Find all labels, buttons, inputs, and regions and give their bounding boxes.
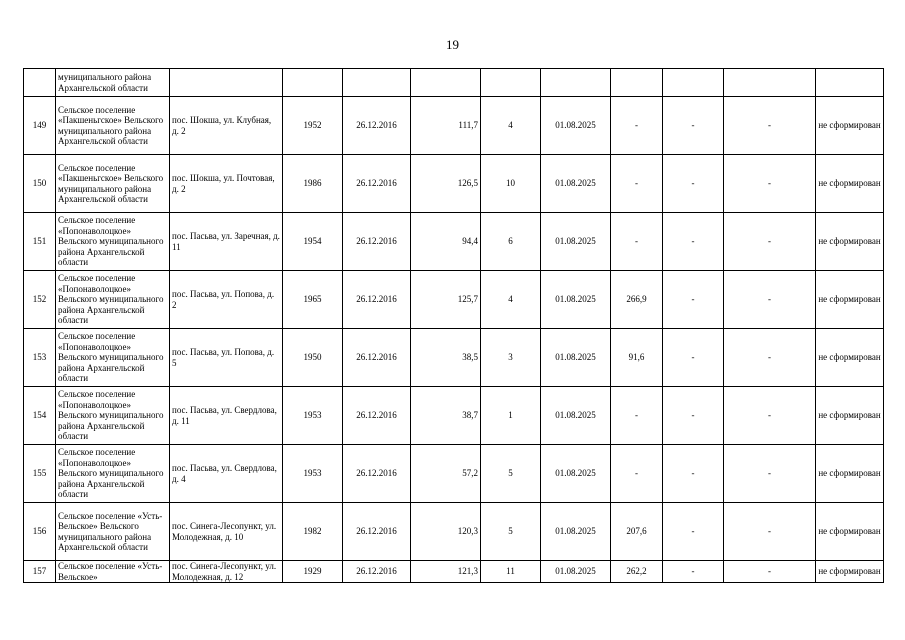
cell-date [343,69,411,97]
cell-extra1: - [663,271,724,329]
table-row [24,97,884,155]
cell-plan-date: 01.08.2025 [541,329,611,387]
cell-municipality: Сельское поселение «Попонаволоцкое» Вельского муниципального района Архангельской области [56,387,170,445]
cell-extra1: - [663,213,724,271]
cell-address: пос. Пасьва, ул. Попова, д. 2 [170,271,283,329]
cell-date: 26.12.2016 [343,503,411,561]
cell-extra2: - [724,213,816,271]
cell-plan-date: 01.08.2025 [541,387,611,445]
cell-number: 150 [24,155,56,213]
cell-municipality: муниципального района Архангельской области [56,69,170,97]
table-body [24,69,884,583]
cell-status [816,69,884,97]
cell-year: 1953 [283,387,343,445]
cell-address: пос. Пасьва, ул. Свердлова, д. 11 [170,387,283,445]
cell-number: 156 [24,503,56,561]
cell-date: 26.12.2016 [343,561,411,583]
cell-address: пос. Пасьва, ул. Заречная, д. 11 [170,213,283,271]
table-row [24,213,884,271]
cell-plan-date: 01.08.2025 [541,503,611,561]
table-row-continued [24,69,884,97]
table-row [24,387,884,445]
cell-extra1: - [663,387,724,445]
cell-status: не сформирован [816,503,884,561]
cell-value: 91,6 [611,329,663,387]
cell-status: не сформирован [816,387,884,445]
cell-value: - [611,387,663,445]
cell-extra2: - [724,445,816,503]
cell-extra1: - [663,445,724,503]
cell-year: 1982 [283,503,343,561]
cell-value: - [611,213,663,271]
cell-value: - [611,155,663,213]
cell-status: не сформирован [816,155,884,213]
cell-residents: 4 [481,271,541,329]
cell-date: 26.12.2016 [343,329,411,387]
cell-municipality: Сельское поселение «Пакшеньгское» Вельского муниципального района Архангельской области [56,155,170,213]
cell-year: 1953 [283,445,343,503]
cell-address: пос. Шокша, ул. Почтовая, д. 2 [170,155,283,213]
cell-extra2: - [724,387,816,445]
cell-municipality: Сельское поселение «Попонаволоцкое» Вельского муниципального района Архангельской области [56,445,170,503]
cell-plan-date [541,69,611,97]
cell-address: пос. Пасьва, ул. Свердлова, д. 4 [170,445,283,503]
page-number: 19 [446,37,459,52]
cell-area [411,69,481,97]
cell-value: 266,9 [611,271,663,329]
cell-extra1: - [663,329,724,387]
cell-residents [481,69,541,97]
cell-year: 1965 [283,271,343,329]
cell-number: 155 [24,445,56,503]
cell-number: 154 [24,387,56,445]
cell-value: 262,2 [611,561,663,583]
cell-area: 121,3 [411,561,481,583]
cell-extra2: - [724,503,816,561]
cell-municipality: Сельское поселение «Усть-Вельское» Вельского муниципального района Архангельской области [56,503,170,561]
cell-municipality: Сельское поселение «Попонаволоцкое» Вельского муниципального района Архангельской области [56,213,170,271]
cell-date: 26.12.2016 [343,445,411,503]
cell-extra1: - [663,97,724,155]
cell-status: не сформирован [816,271,884,329]
cell-area: 94,4 [411,213,481,271]
table-row [24,329,884,387]
cell-extra1: - [663,561,724,583]
cell-extra1: - [663,503,724,561]
cell-plan-date: 01.08.2025 [541,213,611,271]
cell-area: 126,5 [411,155,481,213]
cell-date: 26.12.2016 [343,97,411,155]
cell-extra2 [724,69,816,97]
cell-area: 57,2 [411,445,481,503]
cell-municipality: Сельское поселение «Попонаволоцкое» Вельского муниципального района Архангельской области [56,329,170,387]
cell-municipality: Сельское поселение «Усть-Вельское» [56,561,170,583]
table-row [24,155,884,213]
cell-date: 26.12.2016 [343,155,411,213]
cell-date: 26.12.2016 [343,213,411,271]
cell-plan-date: 01.08.2025 [541,155,611,213]
cell-area: 38,5 [411,329,481,387]
cell-residents: 11 [481,561,541,583]
cell-date: 26.12.2016 [343,387,411,445]
cell-plan-date: 01.08.2025 [541,561,611,583]
cell-area: 38,7 [411,387,481,445]
cell-plan-date: 01.08.2025 [541,271,611,329]
housing-registry-table [23,68,884,583]
cell-residents: 6 [481,213,541,271]
table-row [24,271,884,329]
cell-number: 152 [24,271,56,329]
cell-value: 207,6 [611,503,663,561]
cell-address: пос. Синега-Лесопункт, ул. Молодежная, д. 10 [170,503,283,561]
cell-extra2: - [724,561,816,583]
cell-status: не сформирован [816,561,884,583]
cell-year: 1986 [283,155,343,213]
cell-number: 151 [24,213,56,271]
cell-status: не сформирован [816,329,884,387]
cell-address: пос. Пасьва, ул. Попова, д. 5 [170,329,283,387]
cell-municipality: Сельское поселение «Попонаволоцкое» Вельского муниципального района Архангельской области [56,271,170,329]
cell-residents: 5 [481,503,541,561]
cell-status: не сформирован [816,213,884,271]
cell-residents: 5 [481,445,541,503]
cell-address: пос. Шокша, ул. Клубная, д. 2 [170,97,283,155]
cell-area: 125,7 [411,271,481,329]
cell-value: - [611,445,663,503]
cell-area: 120,3 [411,503,481,561]
cell-municipality: Сельское поселение «Пакшеньгское» Вельского муниципального района Архангельской области [56,97,170,155]
cell-date: 26.12.2016 [343,271,411,329]
cell-status: не сформирован [816,445,884,503]
table-row [24,503,884,561]
cell-year [283,69,343,97]
cell-number [24,69,56,97]
cell-plan-date: 01.08.2025 [541,445,611,503]
cell-year: 1952 [283,97,343,155]
cell-address: пос. Синега-Лесопункт, ул. Молодежная, д. 12 [170,561,283,583]
cell-plan-date: 01.08.2025 [541,97,611,155]
cell-residents: 3 [481,329,541,387]
cell-residents: 4 [481,97,541,155]
cell-extra2: - [724,155,816,213]
table-row [24,561,884,583]
cell-address [170,69,283,97]
cell-residents: 1 [481,387,541,445]
cell-year: 1954 [283,213,343,271]
cell-area: 111,7 [411,97,481,155]
cell-year: 1929 [283,561,343,583]
cell-extra1 [663,69,724,97]
cell-status: не сформирован [816,97,884,155]
cell-number: 157 [24,561,56,583]
cell-value [611,69,663,97]
cell-number: 149 [24,97,56,155]
cell-value: - [611,97,663,155]
cell-extra1: - [663,155,724,213]
cell-extra2: - [724,271,816,329]
table-row [24,445,884,503]
cell-extra2: - [724,97,816,155]
cell-residents: 10 [481,155,541,213]
cell-year: 1950 [283,329,343,387]
cell-extra2: - [724,329,816,387]
cell-number: 153 [24,329,56,387]
